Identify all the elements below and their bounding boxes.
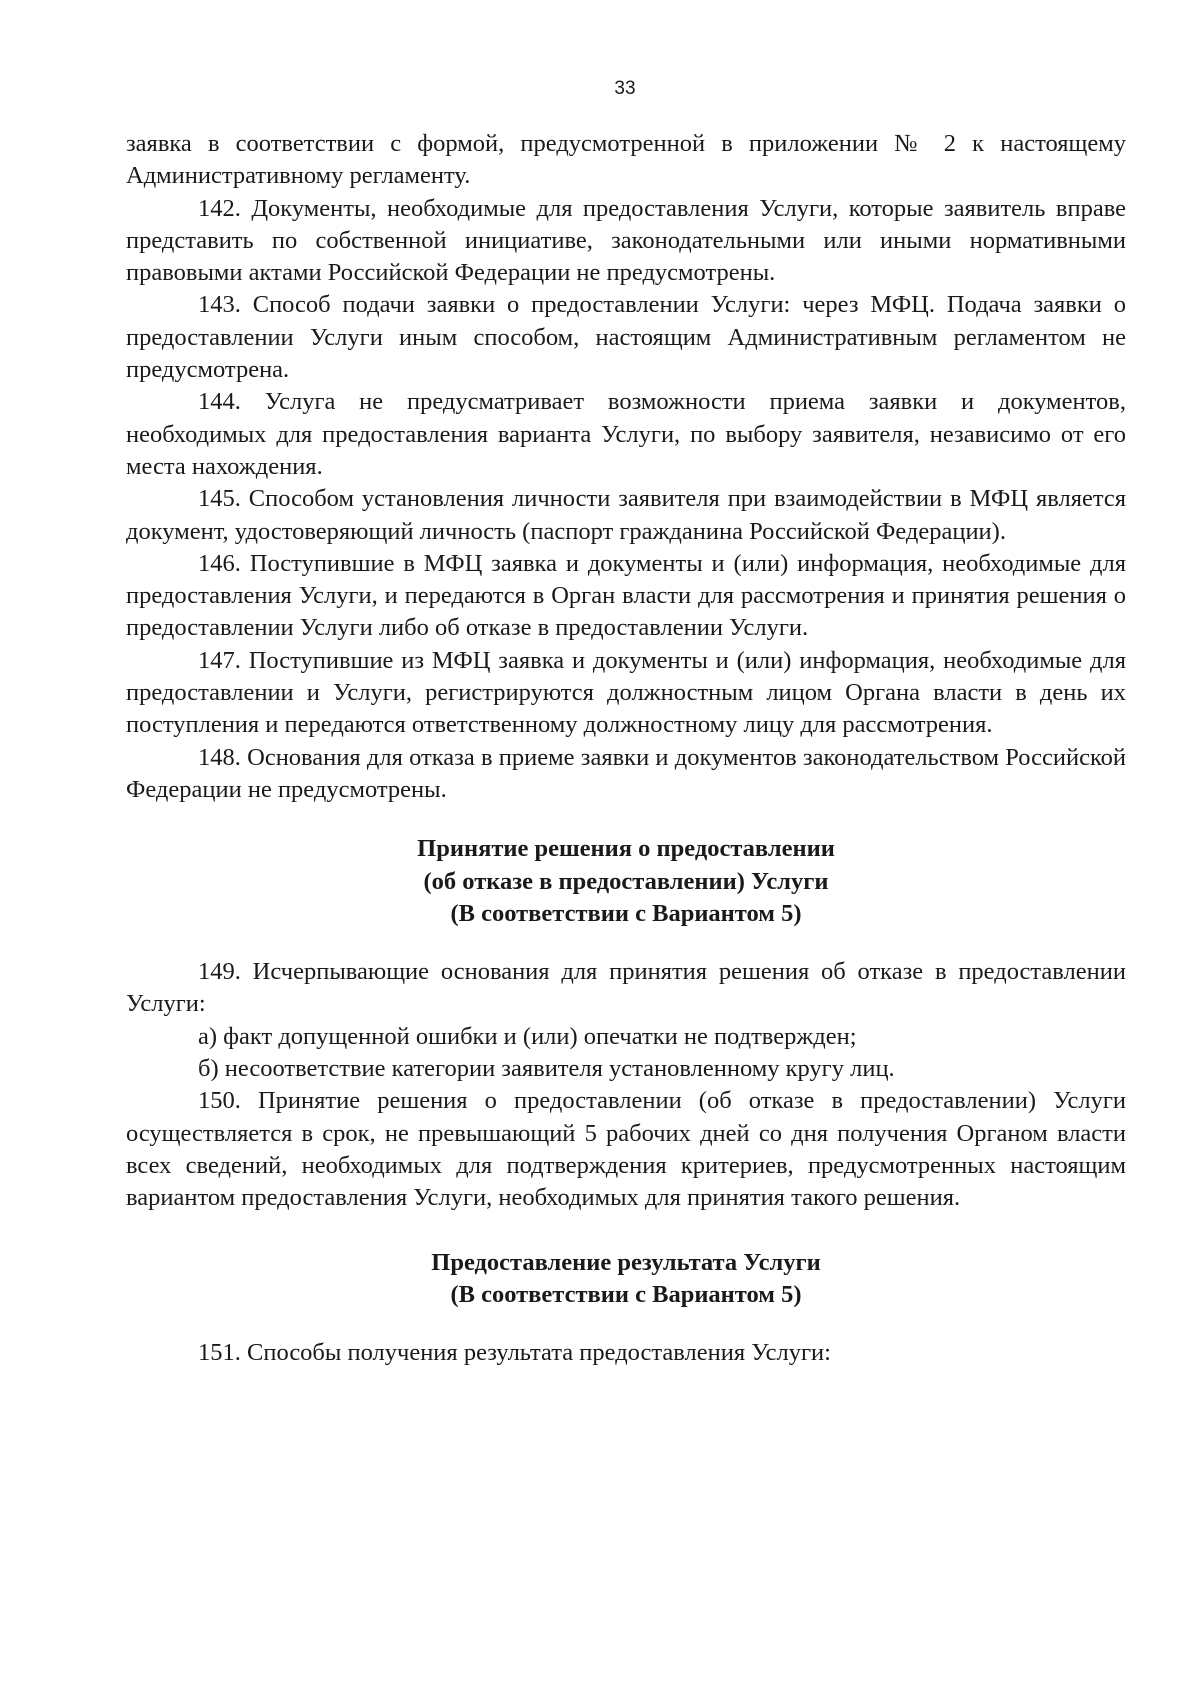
- paragraph-150: 150. Принятие решения о предоставлении (об отказе в предоставлении) Услуги осуществляется в срок, не превышающий 5 рабочих дней со дня получения Органом власти всех сведений, необходимых для подтверждения критериев, предусмотренных настоящим вариантом предоставления Услуги, необходимых для принятия такого решения.: [126, 1087, 1126, 1212]
- paragraph-148: 148. Основания для отказа в приеме заявки и документов законодательством Российской Федерации не предусмотрены.: [126, 743, 1126, 803]
- paragraph-143: 143. Способ подачи заявки о предоставлении Услуги: через МФЦ. Подача заявки о предоставлении Услуги иным способом, настоящим Административным регламентом не предусмотрена.: [126, 291, 1126, 384]
- section-heading-decision-line-2: (об отказе в предоставлении) Услуги: [423, 867, 829, 895]
- paragraph-142: 142. Документы, необходимые для предоставления Услуги, которые заявитель вправе представить по собственной инициативе, законодательными или иными нормативными правовыми актами Российской Федерации не предусмотрены.: [126, 194, 1126, 287]
- section-heading-result-line-1: Предоставление результата Услуги: [431, 1248, 821, 1276]
- paragraph-149-a: а) факт допущенной ошибки и (или) опечатки не подтвержден;: [198, 1022, 857, 1050]
- page-number: 33: [614, 78, 636, 99]
- paragraph-147: 147. Поступившие из МФЦ заявка и документы и (или) информация, необходимые для предоставлении и Услуги, регистрируются должностным лицом Органа власти в день их поступления и передаются ответственному должностному лицу для рассмотрения.: [126, 646, 1126, 739]
- paragraph-144: 144. Услуга не предусматривает возможности приема заявки и документов, необходимых для предоставления варианта Услуги, по выбору заявителя, независимо от его места нахождения.: [126, 388, 1126, 480]
- section-heading-decision-line-3: (В соответствии с Вариантом 5): [450, 899, 802, 927]
- section-heading-result: [126, 1247, 1126, 1312]
- paragraph-149: 149. Исчерпывающие основания для принятия решения об отказе в предоставлении Услуги:: [126, 958, 1126, 1018]
- paragraph-continuation: заявка в соответствии с формой, предусмотренной в приложении № 2 к настоящему Административному регламенту.: [126, 130, 1126, 190]
- paragraph-151: 151. Способы получения результата предоставления Услуги:: [198, 1339, 831, 1367]
- paragraph-149-b: б) несоответствие категории заявителя установленному кругу лиц.: [198, 1055, 895, 1083]
- section-heading-decision-line-1: Принятие решения о предоставлении: [417, 835, 835, 863]
- document-body: [126, 128, 1126, 1369]
- section-heading-result-line-2: (В соответствии с Вариантом 5): [450, 1280, 802, 1308]
- paragraph-146: 146. Поступившие в МФЦ заявка и документы и (или) информация, необходимые для предоставления Услуги, и передаются в Орган власти для рассмотрения и принятия решения о предоставлении Услуги либо об отказе в предоставлении Услуги.: [126, 549, 1126, 642]
- section-heading-decision: [126, 833, 1126, 930]
- paragraph-145: 145. Способом установления личности заявителя при взаимодействии в МФЦ является документ, удостоверяющий личность (паспорт гражданина Российской Федерации).: [126, 485, 1126, 545]
